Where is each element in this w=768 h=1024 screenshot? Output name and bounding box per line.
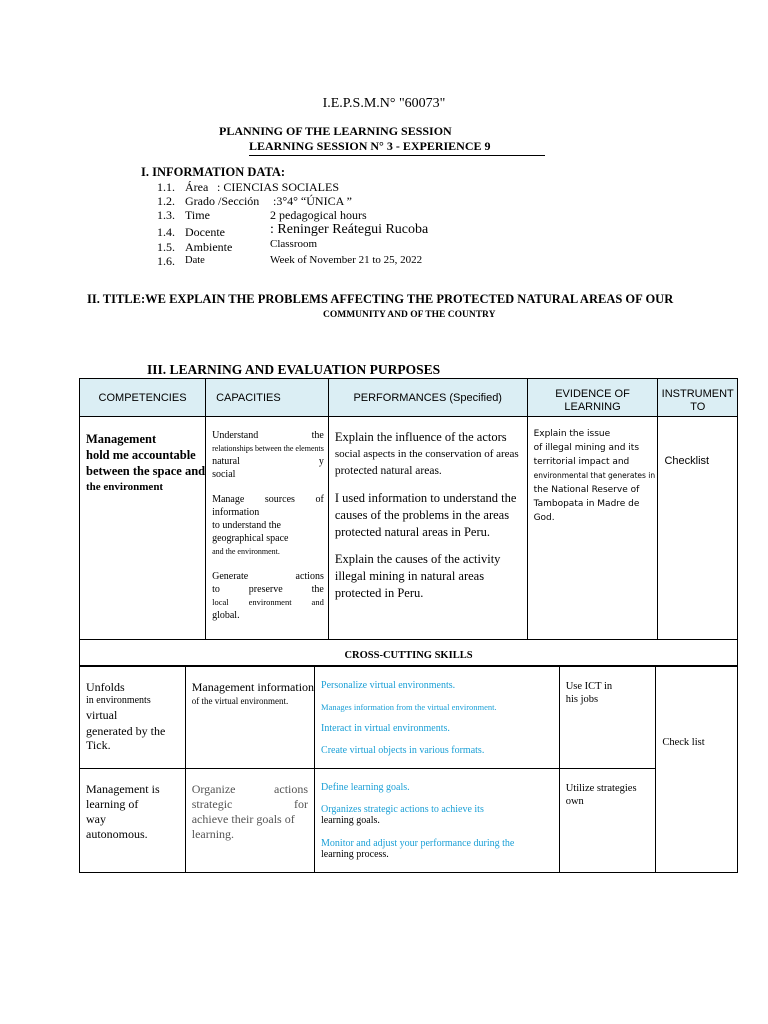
competency-cell <box>80 417 206 640</box>
performance-text: social aspects in the conservation of areas <box>334 448 519 460</box>
purposes-table <box>79 378 738 666</box>
header-evidence: EVIDENCE OF LEARNING <box>527 379 658 417</box>
cross-competency-text: learning of <box>86 797 139 811</box>
cross-competency-text: generated by the <box>86 724 166 738</box>
info-value: : Reninger Reátegui Rucoba <box>270 222 429 237</box>
cross-performance-cell <box>315 667 560 769</box>
capacity-text: Understand the <box>212 430 324 441</box>
cross-capacity-text: Organize actions <box>191 782 309 796</box>
session-title: LEARNING SESSION N° 3 - EXPERIENCE 9 <box>249 139 545 156</box>
evidence-cell <box>527 417 658 640</box>
purposes-heading: III. LEARNING AND EVALUATION PURPOSES <box>147 362 441 377</box>
cross-cutting-heading: CROSS-CUTTING SKILLS <box>80 640 738 666</box>
evidence-text: the National Reserve of <box>533 485 640 495</box>
evidence-text: environmental that generates in <box>533 471 656 480</box>
cross-instrument-cell <box>656 667 738 873</box>
info-value: :3°4° “ÚNICA ” <box>273 194 352 208</box>
info-label: Time <box>185 208 210 222</box>
competency-line: the environment <box>86 481 164 493</box>
cross-evidence-text: own <box>565 796 584 807</box>
cross-performance-cell <box>315 769 560 873</box>
info-value: : CIENCIAS SOCIALES <box>217 180 340 194</box>
capacity-text: relationships between the elements <box>212 444 324 453</box>
competency-row <box>80 417 738 640</box>
info-label: Área <box>185 180 209 194</box>
cross-capacity-cell <box>185 769 314 873</box>
info-label: Grado /Sección <box>185 194 260 208</box>
instrument-checklist: Checklist <box>664 455 710 467</box>
header-performances: PERFORMANCES (Specified) <box>328 379 527 417</box>
cross-competency-text: Management is <box>86 782 160 796</box>
capacity-text: to preserve the <box>212 584 324 595</box>
cross-performance-text: learning process. <box>321 849 389 860</box>
performance-text: protected in Peru. <box>334 586 424 600</box>
performances-cell <box>328 417 527 640</box>
cross-row-autonomous <box>80 769 738 873</box>
cross-evidence-cell <box>559 769 656 873</box>
cross-evidence-text: Use ICT in <box>565 681 613 692</box>
competency-line: between the space and <box>86 464 206 478</box>
performance-text: I used information to understand the <box>334 491 517 505</box>
header-instrument: INSTRUMENT TO <box>658 379 738 417</box>
performance-text: Explain the causes of the activity <box>334 552 501 566</box>
cross-performance-text: Define learning goals. <box>321 782 410 793</box>
capacity-text: and the environment. <box>212 547 280 556</box>
cross-capacity-cell <box>185 667 314 769</box>
cross-evidence-cell <box>559 667 656 769</box>
cross-performance-text: Interact in virtual environments. <box>321 723 450 734</box>
info-heading: I. INFORMATION DATA: <box>141 165 286 179</box>
info-num: 1.6. <box>157 254 175 268</box>
competency-line: Management <box>86 432 157 446</box>
capacity-text: local environment and <box>212 597 324 607</box>
instrument-check-list: Check list <box>662 737 705 748</box>
table-header-row <box>80 379 738 417</box>
cross-performance-text: learning goals. <box>321 815 380 826</box>
cross-capacity-text: strategic for <box>191 797 309 811</box>
header-competencies: COMPETENCIES <box>80 379 206 417</box>
capacity-text: Generate actions <box>212 571 324 582</box>
cross-competency-text: Tick. <box>86 738 111 752</box>
cross-performance-text: Manages information from the virtual environment. <box>321 702 497 712</box>
cross-performance-text: Create virtual objects in various formats. <box>321 745 485 756</box>
evidence-text: of illegal mining and its <box>533 443 640 453</box>
cross-competency-text: Unfolds <box>86 680 125 694</box>
info-num: 1.1. <box>157 180 175 194</box>
cross-capacity-text: learning. <box>191 827 235 841</box>
competency-line: hold me accountable <box>86 448 196 462</box>
info-num: 1.3. <box>157 208 175 222</box>
cross-competency-cell <box>80 667 186 769</box>
info-label: Date <box>185 255 205 266</box>
performance-text: causes of the problems in the areas <box>334 508 510 522</box>
planning-title: PLANNING OF THE LEARNING SESSION <box>219 124 452 138</box>
cross-competency-cell <box>80 769 186 873</box>
evidence-text: God. <box>533 513 555 523</box>
cross-cutting-table <box>79 666 738 873</box>
session-title-line1: II. TITLE:WE EXPLAIN THE PROBLEMS AFFECTING THE PROTECTED NATURAL AREAS OF OUR <box>87 292 674 306</box>
info-label: Docente <box>185 225 225 239</box>
cross-capacity-text: Management information <box>191 680 315 694</box>
cross-performance-text: Monitor and adjust your performance during the <box>321 838 515 849</box>
cross-evidence-text: his jobs <box>565 694 599 705</box>
info-value: Classroom <box>270 238 318 250</box>
capacities-cell <box>206 417 329 640</box>
cross-competency-text: virtual <box>86 708 118 722</box>
performance-text: protected natural areas in Peru. <box>334 525 490 539</box>
cross-competency-text: autonomous. <box>86 827 148 841</box>
cross-row-ict <box>80 667 738 769</box>
school-name: I.E.P.S.M.N° "60073" <box>322 96 446 111</box>
session-title-line2: COMMUNITY AND OF THE COUNTRY <box>323 310 496 320</box>
capacity-text: social <box>212 469 236 480</box>
evidence-text: territorial impact and <box>533 457 630 467</box>
capacity-text: to understand the <box>212 520 281 531</box>
info-value: 2 pedagogical hours <box>270 208 367 222</box>
cross-competency-text: in environments <box>86 695 151 706</box>
capacity-text: natural y <box>212 456 324 467</box>
cross-evidence-text: Utilize strategies <box>565 783 637 794</box>
info-num: 1.2. <box>157 194 175 208</box>
cross-performance-text: Personalize virtual environments. <box>321 680 456 691</box>
cross-competency-text: way <box>86 812 106 826</box>
performance-text: protected natural areas. <box>334 465 442 477</box>
info-num: 1.4. <box>157 225 175 239</box>
evidence-text: Tambopata in Madre de <box>533 499 640 509</box>
capacity-text: Manage sources of information <box>212 494 324 518</box>
cross-performance-text: Organizes strategic actions to achieve its <box>321 804 484 815</box>
cross-cutting-heading-row <box>80 640 738 666</box>
instrument-cell <box>658 417 738 640</box>
performance-text: Explain the influence of the actors <box>334 430 507 444</box>
cross-capacity-text: of the virtual environment. <box>191 696 289 706</box>
info-label: Ambiente <box>185 240 233 254</box>
capacity-text: geographical space <box>212 533 289 544</box>
cross-capacity-text: achieve their goals of <box>191 812 295 826</box>
performance-text: illegal mining in natural areas <box>334 569 485 583</box>
capacity-text: global. <box>212 610 240 621</box>
info-value: Week of November 21 to 25, 2022 <box>270 254 423 266</box>
evidence-text: Explain the issue <box>533 429 611 439</box>
header-capacities: CAPACITIES <box>206 379 329 417</box>
info-num: 1.5. <box>157 240 175 254</box>
